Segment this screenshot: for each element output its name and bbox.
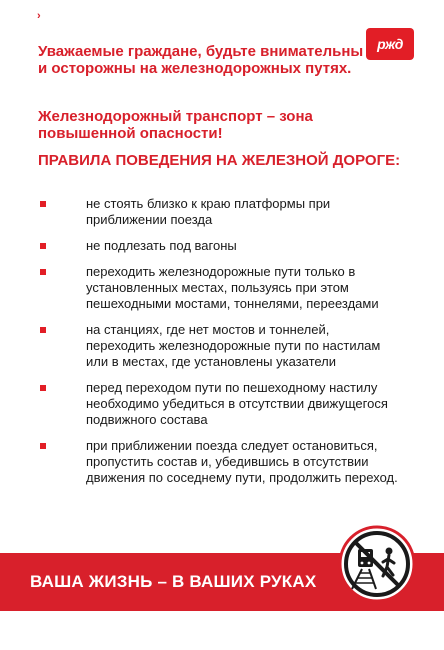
rules-heading: ПРАВИЛА ПОВЕДЕНИЯ НА ЖЕЛЕЗНОЙ ДОРОГЕ: <box>38 152 401 169</box>
rule-text: не стоять близко к краю платформы при приближении поезда <box>86 196 331 227</box>
rule-item <box>38 196 398 228</box>
rule-text: перед переходом пути по пешеходному настилу необходимо убедиться в отсутствии движущегося подвижного состава <box>86 380 388 427</box>
rule-text: не подлезать под вагоны <box>86 238 237 253</box>
bullet-square-icon <box>40 269 46 275</box>
logo-text: ржд <box>377 36 403 52</box>
rules-list <box>38 196 398 496</box>
rule-item <box>38 438 398 486</box>
rule-text: при приближении поезда следует остановиться, пропустить состав и, убедившись в отсутствии движения по соседнему пути, продолжить переход. <box>86 438 398 485</box>
rule-text: на станциях, где нет мостов и тоннелей, переходить железнодорожные пути по настилам или в местах, где установлены указатели <box>86 322 381 369</box>
bullet-square-icon <box>40 327 46 333</box>
bullet-square-icon <box>40 243 46 249</box>
rule-item <box>38 380 398 428</box>
rule-item <box>38 264 398 312</box>
slogan-text: ВАША ЖИЗНЬ – В ВАШИХ РУКАХ <box>30 572 317 591</box>
bullet-square-icon <box>40 385 46 391</box>
bullet-square-icon <box>40 443 46 449</box>
bullet-square-icon <box>40 201 46 207</box>
corner-mark: › <box>37 10 41 22</box>
warning-text: Железнодорожный транспорт – зона повышенной опасности! <box>38 108 313 142</box>
rule-item <box>38 238 398 254</box>
no-walking-on-tracks-icon <box>338 525 416 603</box>
greeting-text: Уважаемые граждане, будьте внимательны и осторожны на железнодорожных путях. <box>38 43 364 77</box>
rule-text: переходить железнодорожные пути только в установленных местах, пользуясь при этом пешеходными мостами, тоннелями, переездами <box>86 264 379 311</box>
rule-item <box>38 322 398 370</box>
rzd-logo <box>366 28 414 60</box>
